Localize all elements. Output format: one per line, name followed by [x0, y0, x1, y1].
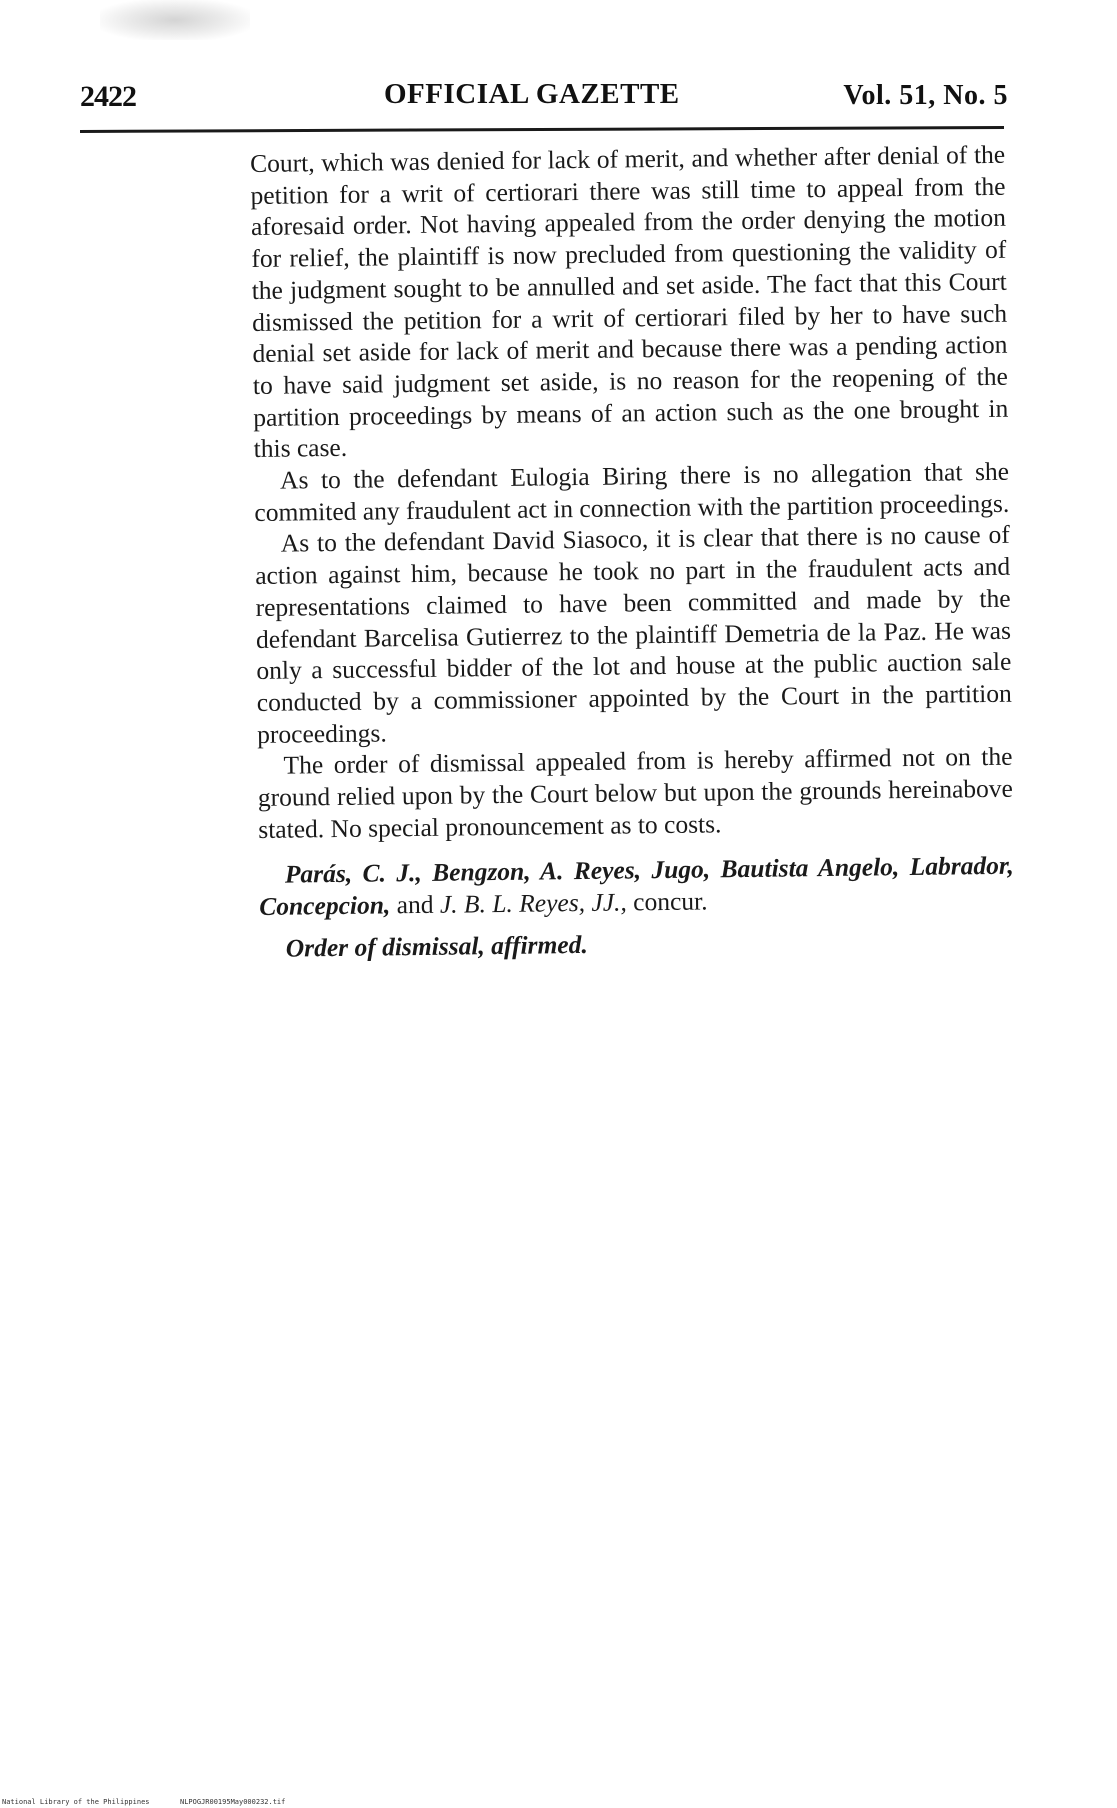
- body-text: [250, 139, 1015, 965]
- concurrence-and: and: [396, 889, 434, 920]
- concurrence-line: [259, 850, 1015, 923]
- header-rule: [80, 126, 1004, 133]
- concurring-justices: Parás, C. J., Bengzon, A. Reyes, Jugo, Bautista Angelo, Labrador, Concepcion,: [259, 851, 1015, 922]
- concurring-justices-2: J. B. L. Reyes, JJ.,: [439, 887, 627, 919]
- disposition: Order of dismissal, affirmed.: [285, 929, 588, 963]
- paragraph: As to the defendant Eulogia Biring there is no allegation that she commited any fraudulent act in connection with the partition proceedings.: [254, 456, 1010, 527]
- page-number: 2422: [80, 80, 136, 113]
- paragraph: As to the defendant David Siasoco, it is clear that there is no cause of action against him, because he took no part in the fraudulent acts and representations claimed to have been committed and made by the defendant Barcelisa Gutierrez to the plaintiff Demetria de la Paz. He was only a successful bidder of the lot and house at the public auction sale conducted by a commissioner appointed by the Court in the partition proceedings.: [255, 520, 1012, 749]
- volume-label: Vol. 51, No. 5: [843, 80, 1008, 111]
- paragraph: The order of dismissal appealed from is hereby affirmed not on the ground relied upon by the Court below but upon the grounds hereinabove stated. No special pronouncement as to costs.: [257, 742, 1014, 844]
- page-header: [80, 74, 1008, 114]
- scan-artifact: [100, 0, 250, 40]
- file-id: NLPOGJR00195May000232.tif: [180, 1798, 286, 1806]
- scan-footer: [0, 1797, 1117, 1808]
- concurrence-verb: concur.: [632, 886, 708, 917]
- publication-title: OFFICIAL GAZETTE: [384, 78, 680, 110]
- library-credit: National Library of the Philippines: [2, 1798, 150, 1806]
- paragraph: Court, which was denied for lack of merit, and whether after denial of the petition for a writ of certiorari there was still time to appeal from the aforesaid order. Not having appealed from the order denying the motion for relief, the plaintiff is now precluded from questioning the validity of the judgment sought to be annulled and set aside. The fact that this Court dismissed the petition for a writ of certiorari filed by her to have such denial set aside for lack of merit and because there was a pending action to have said judgment set aside, is no reason for the reopening of the partition proceedings by means of an action such as the one brought in this case.: [250, 139, 1009, 464]
